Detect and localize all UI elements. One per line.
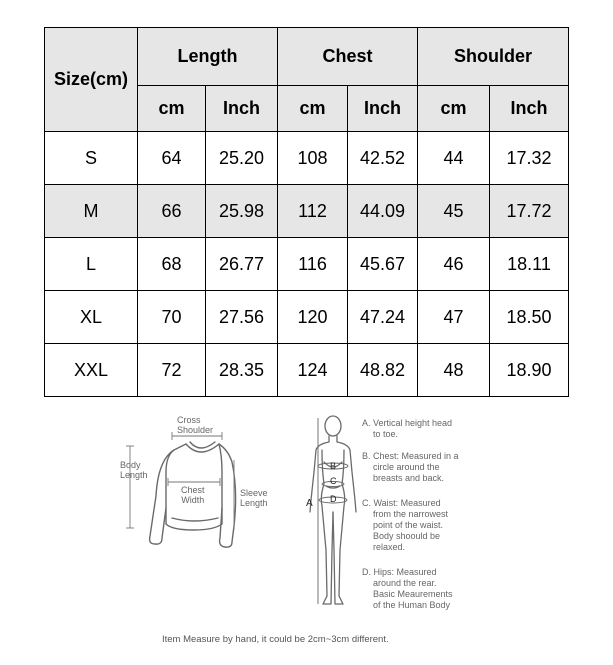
value-cell: 18.11: [490, 238, 569, 291]
letter-b: B: [330, 461, 337, 471]
unit-header: Inch: [206, 86, 278, 132]
note-line: around the rear.: [373, 578, 437, 588]
chest-header: Chest: [278, 28, 418, 86]
note-d: [362, 567, 453, 611]
body-length-label: [120, 460, 148, 480]
note-line: Body shoould be: [373, 531, 441, 541]
note-line: A. Vertical height head: [362, 418, 453, 428]
value-cell: 44.09: [348, 185, 418, 238]
value-cell: 42.52: [348, 132, 418, 185]
letter-d: D: [330, 494, 337, 504]
value-cell: 45: [418, 185, 490, 238]
table-row: [45, 344, 569, 397]
value-cell: 44: [418, 132, 490, 185]
measurement-disclaimer: Item Measure by hand, it could be 2cm~3cm different.: [162, 634, 389, 645]
value-cell: 120: [278, 291, 348, 344]
body-figure: [310, 416, 356, 604]
value-cell: 116: [278, 238, 348, 291]
value-cell: 27.56: [206, 291, 278, 344]
table-row: [45, 185, 569, 238]
value-cell: 47.24: [348, 291, 418, 344]
table-row: [45, 238, 569, 291]
note-line: B. Chest: Measured in a: [362, 451, 459, 461]
measurement-drawings: [0, 400, 613, 630]
size-header: Size(cm): [45, 28, 138, 132]
label-line: Length: [240, 498, 268, 508]
note-line: from the narrowest: [373, 509, 449, 519]
shoulder-header: Shoulder: [418, 28, 569, 86]
label-line: Width: [181, 495, 205, 505]
label-line: Length: [120, 470, 148, 480]
note-line: relaxed.: [373, 542, 406, 552]
note-b: [362, 451, 459, 484]
value-cell: 18.50: [490, 291, 569, 344]
value-cell: 26.77: [206, 238, 278, 291]
size-cell: L: [45, 238, 138, 291]
note-c: [362, 498, 448, 553]
value-cell: 64: [138, 132, 206, 185]
cross-shoulder-label: [177, 415, 213, 435]
label-line: Sleeve: [240, 488, 268, 498]
label-line: Chest: [181, 485, 205, 495]
note-line: breasts and back.: [373, 473, 445, 483]
value-cell: 112: [278, 185, 348, 238]
value-cell: 124: [278, 344, 348, 397]
size-cell: S: [45, 132, 138, 185]
note-line: C. Waist: Measured: [362, 498, 441, 508]
value-cell: 17.72: [490, 185, 569, 238]
unit-header: Inch: [490, 86, 569, 132]
unit-header: cm: [278, 86, 348, 132]
note-line: point of the waist.: [373, 520, 444, 530]
value-cell: 72: [138, 344, 206, 397]
label-line: Cross: [177, 415, 201, 425]
letter-c: C: [330, 476, 337, 486]
table-row: [45, 132, 569, 185]
note-line: circle around the: [373, 462, 440, 472]
value-cell: 25.98: [206, 185, 278, 238]
unit-header: cm: [418, 86, 490, 132]
unit-header: Inch: [348, 86, 418, 132]
size-cell: M: [45, 185, 138, 238]
note-line: Basic Meaurements: [373, 589, 453, 599]
size-chart-table: [44, 27, 569, 397]
value-cell: 28.35: [206, 344, 278, 397]
size-cell: XXL: [45, 344, 138, 397]
value-cell: 66: [138, 185, 206, 238]
sleeve-length-label: [240, 488, 268, 508]
value-cell: 68: [138, 238, 206, 291]
table-row: [45, 291, 569, 344]
chest-width-label: [181, 485, 205, 505]
value-cell: 108: [278, 132, 348, 185]
value-cell: 46: [418, 238, 490, 291]
note-line: to toe.: [373, 429, 399, 439]
value-cell: 25.20: [206, 132, 278, 185]
value-cell: 18.90: [490, 344, 569, 397]
label-line: Shoulder: [177, 425, 214, 435]
note-line: of the Human Body: [373, 600, 451, 610]
note-line: D. Hips: Measured: [362, 567, 437, 577]
measurement-illustration: [0, 400, 613, 665]
value-cell: 70: [138, 291, 206, 344]
value-cell: 45.67: [348, 238, 418, 291]
unit-header: cm: [138, 86, 206, 132]
note-a: [362, 418, 452, 440]
size-cell: XL: [45, 291, 138, 344]
value-cell: 48.82: [348, 344, 418, 397]
length-header: Length: [138, 28, 278, 86]
value-cell: 47: [418, 291, 490, 344]
letter-a: A: [306, 498, 313, 509]
label-line: Body: [120, 460, 141, 470]
value-cell: 17.32: [490, 132, 569, 185]
value-cell: 48: [418, 344, 490, 397]
